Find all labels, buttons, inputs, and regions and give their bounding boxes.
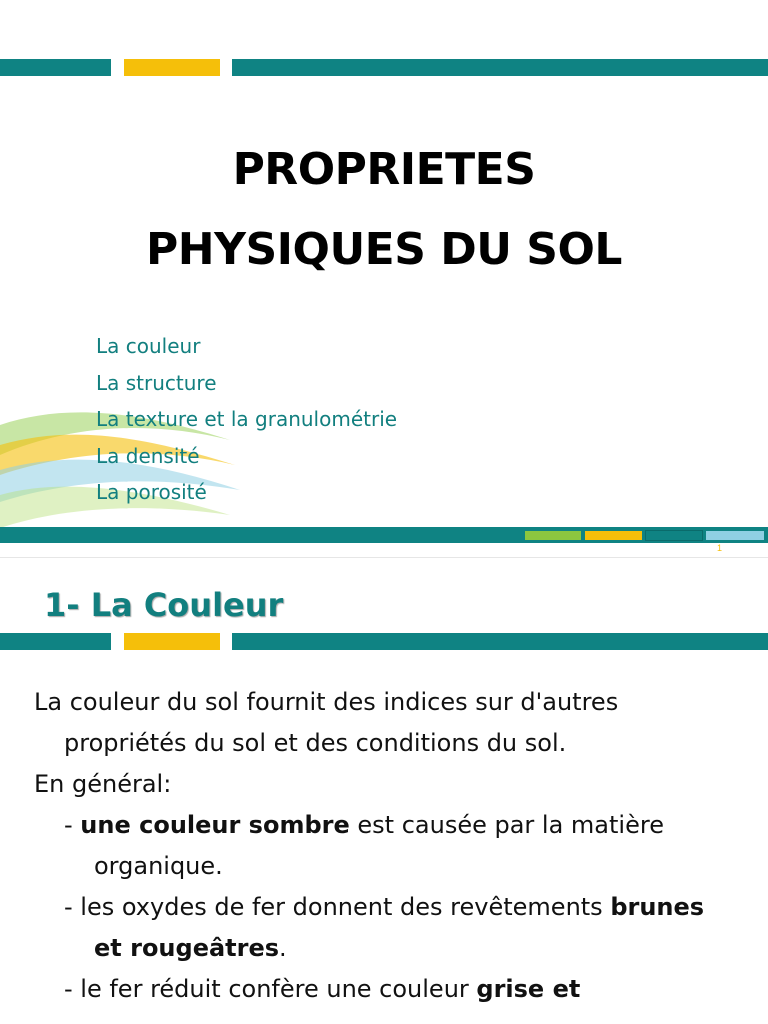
title-line-2: PHYSIQUES DU SOL	[146, 224, 622, 275]
bullet-reduced-iron	[34, 969, 734, 1010]
footer-segment-teal	[646, 531, 702, 540]
topic-item: La densité	[96, 443, 200, 468]
topic-item: La couleur	[96, 334, 201, 358]
paragraph-intro: La couleur du sol fournit des indices sur d'autres propriétés du sol et des conditions du sol.	[34, 688, 619, 757]
bullet-text: - le fer réduit confère une couleur	[64, 975, 477, 1003]
topic-item: La porosité	[96, 480, 207, 504]
heading-bar-accent	[124, 633, 220, 650]
bullet-text: - les oxydes de fer donnent des revêtements	[64, 893, 611, 921]
slide-title	[0, 130, 768, 290]
bold-dark-color: une couleur sombre	[80, 811, 350, 839]
top-bar-right	[232, 59, 768, 76]
footer-segment-green	[525, 531, 581, 540]
paragraph-general: En général:	[34, 770, 172, 798]
content-slide	[0, 557, 768, 1024]
title-line-1: PROPRIETES	[232, 144, 536, 195]
bold-brown-red: brunes et rougeâtres	[94, 893, 705, 962]
bullet-prefix: -	[64, 811, 81, 839]
bullet-iron-oxides	[34, 887, 734, 969]
footer-segment-blue	[706, 531, 764, 540]
topic-item: La structure	[96, 370, 217, 395]
topic-item: La texture et la granulométrie	[96, 407, 398, 431]
topics-list	[96, 328, 397, 511]
heading-bar-left	[0, 633, 111, 650]
footer-segment-gold	[585, 531, 642, 540]
page-number: 1	[716, 543, 722, 553]
heading-bar-right	[232, 633, 768, 650]
section-heading: 1- La Couleur	[44, 586, 284, 624]
bullet-rest: est causée par la matière organique.	[94, 811, 664, 880]
bullet-dark-color	[34, 805, 734, 887]
top-bar-left	[0, 59, 111, 76]
top-bar-accent	[124, 59, 220, 76]
bullet-end: .	[279, 934, 287, 962]
slide-body	[34, 682, 734, 1010]
bold-grey: grise et	[476, 975, 581, 1003]
